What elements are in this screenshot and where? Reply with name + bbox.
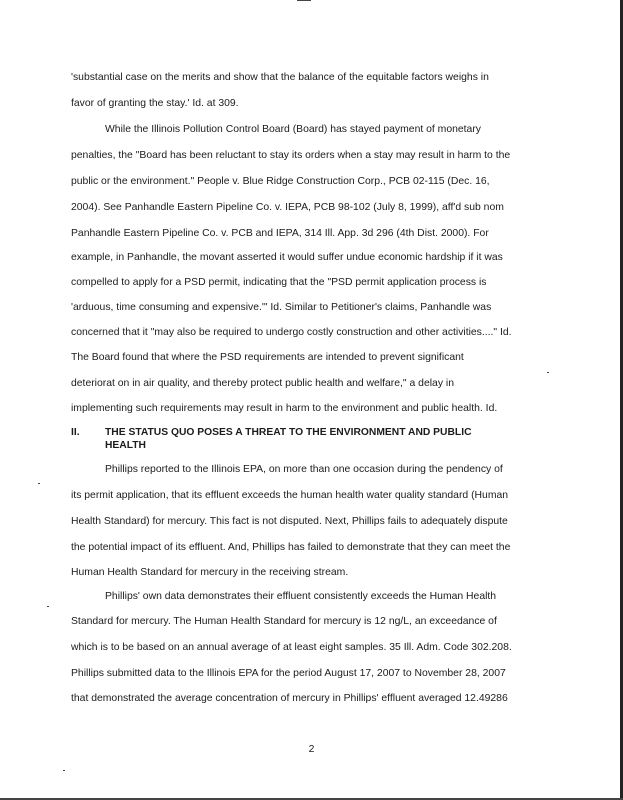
body-line: 'arduous, time consuming and expensive.'" Id. Similar to Petitioner's claims, Panhandle was (71, 302, 492, 313)
body-line: 'substantial case on the merits and show that the balance of the equitable factors weighs in (71, 72, 489, 83)
body-line: concerned that it "may also be required to undergo costly construction and other activities...." Id. (71, 327, 512, 338)
body-line: penalties, the "Board has been reluctant to stay its orders when a stay may result in harm to the (71, 150, 511, 161)
section-heading-continued (71, 440, 146, 453)
section-heading (71, 427, 472, 440)
body-line: which is to be based on an annual average of at least eight samples. 35 Ill. Adm. Code 302.208. (71, 642, 512, 653)
body-line: Health Standard) for mercury. This fact is not disputed. Next, Phillips fails to adequately dispute (71, 516, 508, 527)
body-line: Standard for mercury. The Human Health Standard for mercury is 12 ng/L, an exceedance of (71, 616, 497, 627)
body-line: favor of granting the stay.' Id. at 309. (71, 98, 239, 109)
body-line: its permit application, that its effluent exceeds the human health water quality standard (Human (71, 490, 509, 501)
body-line: 2004). See Panhandle Eastern Pipeline Co. v. IEPA, PCB 98-102 (July 8, 1999), aff'd sub nom (71, 202, 504, 213)
section-number: II. (71, 427, 80, 438)
body-line: The Board found that where the PSD requirements are intended to prevent significant (71, 352, 464, 363)
body-line: Panhandle Eastern Pipeline Co. v. PCB and IEPA, 314 Ill. App. 3d 296 (4th Dist. 2000). For (71, 228, 489, 239)
body-line: public or the environment." People v. Blue Ridge Construction Corp., PCB 02-115 (Dec. 16, (71, 176, 490, 187)
body-line: the potential impact of its effluent. And, Phillips has failed to demonstrate that they can meet the (71, 542, 511, 553)
body-line: Human Health Standard for mercury in the receiving stream. (71, 567, 349, 578)
body-line: compelled to apply for a PSD permit, indicating that the "PSD permit application process is (71, 277, 487, 288)
scan-speck (547, 372, 549, 373)
scan-speck (297, 0, 311, 1)
section-heading-line: THE STATUS QUO POSES A THREAT TO THE ENVIRONMENT AND PUBLIC (105, 427, 472, 438)
paragraph-first-line: Phillips' own data demonstrates their effluent consistently exceeds the Human Health (105, 591, 497, 602)
scan-speck (47, 606, 49, 607)
scan-speck (38, 483, 40, 484)
body-line: Phillips submitted data to the Illinois EPA for the period August 17, 2007 to November 28, 2007 (71, 668, 506, 679)
paragraph-first-line: While the Illinois Pollution Control Board (Board) has stayed payment of monetary (105, 124, 481, 135)
page-number: 2 (308, 744, 315, 755)
body-line: that demonstrated the average concentration of mercury in Phillips' effluent averaged 12.49286 (71, 693, 508, 704)
body-line: implementing such requirements may result in harm to the environment and public health. Id. (71, 403, 498, 414)
section-heading-line: HEALTH (105, 440, 146, 451)
body-line: deteriorat on in air quality, and thereby protect public health and welfare," a delay in (71, 378, 454, 389)
paragraph-first-line: Phillips reported to the Illinois EPA, on more than one occasion during the pendency of (105, 464, 503, 475)
body-line: example, in Panhandle, the movant asserted it would suffer undue economic hardship if it was (71, 252, 503, 263)
scan-speck (63, 770, 65, 771)
